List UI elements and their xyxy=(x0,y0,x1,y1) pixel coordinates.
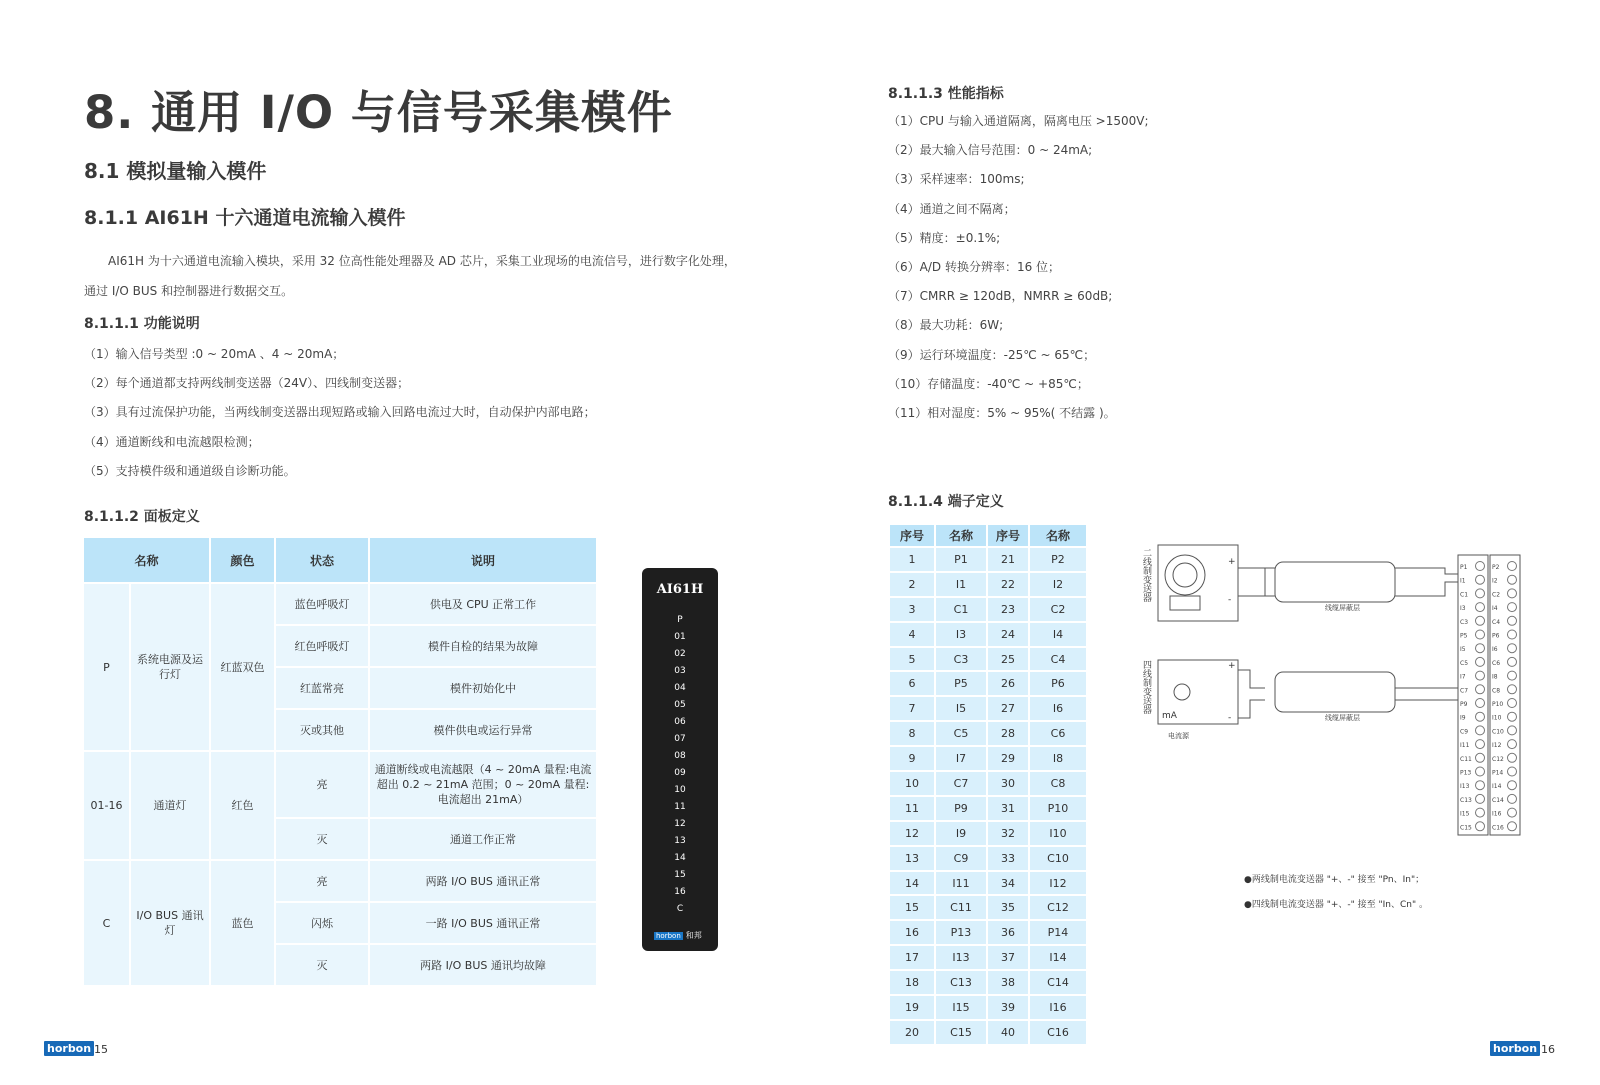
terminal-screw-icon xyxy=(1508,781,1517,790)
terminal-label: I9 xyxy=(1460,714,1466,722)
terminal-screw-icon xyxy=(1476,575,1485,584)
table-cell: 34 xyxy=(988,872,1028,895)
wiring-diagram xyxy=(1140,540,1530,860)
table-row xyxy=(890,648,1086,671)
led-label: 02 xyxy=(674,649,686,659)
table-header: 颜色 xyxy=(210,538,275,583)
table-cell: 亮 xyxy=(275,860,369,902)
table-row xyxy=(890,971,1086,994)
terminal-label: I8 xyxy=(1492,673,1498,681)
table-cell: I11 xyxy=(936,872,986,895)
terminal-label: P2 xyxy=(1492,564,1500,571)
terminal-label: I3 xyxy=(1460,605,1466,613)
table-cell: I5 xyxy=(936,697,986,720)
terminal-screw-icon xyxy=(1508,657,1517,666)
led-label: 03 xyxy=(674,666,686,676)
diagram-label: - xyxy=(1228,595,1232,605)
table-cell: 亮 xyxy=(275,751,369,818)
terminal-label: I1 xyxy=(1460,577,1466,585)
table-cell: 15 xyxy=(890,896,934,919)
terminal-screw-icon xyxy=(1508,726,1517,735)
table-cell: 22 xyxy=(988,573,1028,596)
led-label: 04 xyxy=(674,683,686,693)
terminal-label: C3 xyxy=(1460,618,1469,626)
table-row xyxy=(890,946,1086,969)
diagram-label: - xyxy=(1228,713,1232,723)
panel-heading: 8.1.1.2 面板定义 xyxy=(84,509,200,525)
table-cell: 蓝色 xyxy=(210,860,275,986)
table-cell: 26 xyxy=(988,672,1028,695)
table-cell: 红色 xyxy=(210,751,275,860)
table-cell: 25 xyxy=(988,648,1028,671)
terminal-label: C7 xyxy=(1460,687,1469,695)
table-cell: I15 xyxy=(936,996,986,1019)
table-cell: 39 xyxy=(988,996,1028,1019)
table-row xyxy=(890,921,1086,944)
table-cell: 27 xyxy=(988,697,1028,720)
terminal-label: C15 xyxy=(1460,824,1472,832)
terminal-label: I2 xyxy=(1492,577,1498,585)
table-cell: 系统电源及运行灯 xyxy=(130,583,210,751)
brand-logo: horbon xyxy=(656,932,681,940)
terminal-screw-icon xyxy=(1476,822,1485,831)
list-item: （4）通道之间不隔离； xyxy=(888,201,1016,216)
terminal-label: I7 xyxy=(1460,673,1466,681)
table-cell: C6 xyxy=(1030,722,1086,745)
table-row xyxy=(890,996,1086,1019)
table-cell: 31 xyxy=(988,797,1028,820)
table-cell: P10 xyxy=(1030,797,1086,820)
terminal-screw-icon xyxy=(1508,808,1517,817)
terminal-label: I6 xyxy=(1492,646,1498,654)
terminal-screw-icon xyxy=(1476,603,1485,612)
terminal-label: I4 xyxy=(1492,605,1498,613)
terminal-screw-icon xyxy=(1476,616,1485,625)
table-cell: C7 xyxy=(936,772,986,795)
list-item: （10）存储温度：-40℃ ~ +85℃； xyxy=(888,376,1089,391)
led-label: 13 xyxy=(674,836,686,846)
terminal-screw-icon xyxy=(1476,808,1485,817)
terminal-label: C12 xyxy=(1492,755,1504,763)
table-cell: 5 xyxy=(890,648,934,671)
footer-logo: horbon xyxy=(1490,1041,1540,1056)
table-header: 状态 xyxy=(275,538,369,583)
table-row xyxy=(890,697,1086,720)
diagram-label: 二线制变送器 xyxy=(1141,548,1151,602)
terminal-screw-icon xyxy=(1508,740,1517,749)
table-cell: 19 xyxy=(890,996,934,1019)
terminal-label: I16 xyxy=(1492,810,1502,818)
terminal-label: C14 xyxy=(1492,796,1504,804)
table-cell: C12 xyxy=(1030,896,1086,919)
table-cell: 通道灯 xyxy=(130,751,210,860)
table-cell: P9 xyxy=(936,797,986,820)
table-row xyxy=(890,672,1086,695)
table-cell: C xyxy=(84,860,130,986)
diagram-label: 四线制变送器 xyxy=(1141,660,1151,714)
terminal-label: P13 xyxy=(1460,769,1472,777)
terminal-label: I11 xyxy=(1460,742,1470,750)
perf-list xyxy=(888,107,1149,428)
table-cell: C4 xyxy=(1030,648,1086,671)
terminal-label: C8 xyxy=(1492,687,1501,695)
footer-logo: horbon xyxy=(44,1041,94,1056)
table-cell: 36 xyxy=(988,921,1028,944)
table-header: 名称 xyxy=(84,538,210,583)
terminal-screw-icon xyxy=(1508,794,1517,803)
table-cell: P xyxy=(84,583,130,751)
table-cell: 40 xyxy=(988,1021,1028,1044)
terminal-screw-icon xyxy=(1508,575,1517,584)
terminal-screw-icon xyxy=(1508,685,1517,694)
cable-shield-2 xyxy=(1275,672,1395,712)
list-item: （4）通道断线和电流越限检测； xyxy=(84,434,260,449)
terminal-screw-icon xyxy=(1476,671,1485,680)
intro-line-1: AI61H 为十六通道电流输入模块，采用 32 位高性能处理器及 AD 芯片，采集工业现场的电流信号，进行数字化处理， xyxy=(108,254,736,268)
terminal-screw-icon xyxy=(1508,753,1517,762)
table-cell: P2 xyxy=(1030,548,1086,571)
table-row xyxy=(890,797,1086,820)
current-source-icon xyxy=(1174,684,1190,700)
terminal-definition-table xyxy=(888,523,1088,1046)
terminal-label: P5 xyxy=(1460,632,1468,640)
list-item: （5）精度：±0.1%; xyxy=(888,230,1001,245)
terminal-screw-icon xyxy=(1508,767,1517,776)
table-cell: 1 xyxy=(890,548,934,571)
led-label: 05 xyxy=(674,700,686,710)
table-cell: 红蓝常亮 xyxy=(275,667,369,709)
table-cell: 33 xyxy=(988,847,1028,870)
table-cell: I10 xyxy=(1030,822,1086,845)
terminal-screw-icon xyxy=(1476,589,1485,598)
table-row xyxy=(890,623,1086,646)
terminal-screw-icon xyxy=(1508,644,1517,653)
table-cell: 01-16 xyxy=(84,751,130,860)
table-row xyxy=(890,1021,1086,1044)
table-cell: 13 xyxy=(890,847,934,870)
terminal-label: C6 xyxy=(1492,659,1501,667)
table-cell: I14 xyxy=(1030,946,1086,969)
table-cell: 3 xyxy=(890,598,934,621)
table-header: 名称 xyxy=(936,525,986,546)
list-item: （11）相对湿度：5% ~ 95%( 不结露 )。 xyxy=(888,405,1116,420)
list-item: （6）A/D 转换分辨率：16 位； xyxy=(888,259,1061,274)
cable-shield-1 xyxy=(1275,562,1395,602)
table-cell: 模件自检的结果为故障 xyxy=(369,625,597,667)
table-cell: 红蓝双色 xyxy=(210,583,275,751)
table-cell: 20 xyxy=(890,1021,934,1044)
terminal-label: I10 xyxy=(1492,714,1502,722)
table-cell: C1 xyxy=(936,598,986,621)
table-cell: 供电及 CPU 正常工作 xyxy=(369,583,597,625)
terminal-label: C11 xyxy=(1460,755,1472,763)
terminal-screw-icon xyxy=(1508,562,1517,571)
table-cell: C5 xyxy=(936,722,986,745)
table-cell: 23 xyxy=(988,598,1028,621)
list-item: （1）输入信号类型 :0 ~ 20mA 、4 ~ 20mA； xyxy=(84,347,345,361)
terminal-screw-icon xyxy=(1476,794,1485,803)
table-cell: 通道断线或电流越限（4 ~ 20mA 量程:电流超出 0.2 ~ 21mA 范围；0 ~ 20mA 量程:电流超出 21mA） xyxy=(369,751,597,818)
terminal-label: C9 xyxy=(1460,728,1469,736)
table-cell: 10 xyxy=(890,772,934,795)
diagram-label: + xyxy=(1228,661,1236,671)
transmitter-sensor-icon xyxy=(1165,555,1205,595)
intro-line-2: 通过 I/O BUS 和控制器进行数据交互。 xyxy=(84,284,294,298)
table-cell: I9 xyxy=(936,822,986,845)
page-number: 16 xyxy=(1541,1043,1555,1056)
terminal-label: P1 xyxy=(1460,564,1468,571)
table-row xyxy=(890,722,1086,745)
list-item: （8）最大功耗：6W; xyxy=(888,318,1004,333)
table-cell: C2 xyxy=(1030,598,1086,621)
table-cell: I4 xyxy=(1030,623,1086,646)
table-cell: P13 xyxy=(936,921,986,944)
terminal-screw-icon xyxy=(1476,562,1485,571)
table-cell: I3 xyxy=(936,623,986,646)
led-label: 09 xyxy=(674,768,686,778)
led-label: 15 xyxy=(674,870,686,880)
table-cell: 红色呼吸灯 xyxy=(275,625,369,667)
terminal-screw-icon xyxy=(1508,712,1517,721)
table-cell: 35 xyxy=(988,896,1028,919)
perf-heading: 8.1.1.3 性能指标 xyxy=(888,86,1004,102)
table-cell: 两路 I/O BUS 通讯正常 xyxy=(369,860,597,902)
terminal-label: P9 xyxy=(1460,701,1468,708)
table-cell: P1 xyxy=(936,548,986,571)
diagram-label: 线缆屏蔽层 xyxy=(1325,604,1360,612)
table-cell: 12 xyxy=(890,822,934,845)
table-cell: 灭或其他 xyxy=(275,709,369,751)
table-cell: C13 xyxy=(936,971,986,994)
wiring-note: ●四线制电流变送器 "+、-" 接至 "In、Cn" 。 xyxy=(1244,900,1428,910)
table-cell: I/O BUS 通讯灯 xyxy=(130,860,210,986)
func-list xyxy=(84,340,596,486)
led-label: P xyxy=(677,615,683,625)
table-cell: 通道工作正常 xyxy=(369,818,597,860)
table-cell: 一路 I/O BUS 通讯正常 xyxy=(369,902,597,944)
table-cell: 28 xyxy=(988,722,1028,745)
table-cell: 38 xyxy=(988,971,1028,994)
terminal-screw-icon xyxy=(1508,671,1517,680)
table-cell: 8 xyxy=(890,722,934,745)
table-row xyxy=(890,847,1086,870)
table-cell: 7 xyxy=(890,697,934,720)
terminal-screw-icon xyxy=(1508,589,1517,598)
table-cell: 24 xyxy=(988,623,1028,646)
two-wire-lead xyxy=(1238,568,1265,596)
table-cell: P6 xyxy=(1030,672,1086,695)
list-item: （5）支持模件级和通道级自诊断功能。 xyxy=(84,463,296,478)
terminal-label: C1 xyxy=(1460,591,1469,599)
table-row xyxy=(890,548,1086,571)
terminal-screw-icon xyxy=(1476,767,1485,776)
table-header: 名称 xyxy=(1030,525,1086,546)
table-cell: 21 xyxy=(988,548,1028,571)
diagram-label: mA xyxy=(1162,711,1177,721)
list-item: （2）最大输入信号范围：0 ~ 24mA; xyxy=(888,143,1093,158)
terminal-screw-icon xyxy=(1508,603,1517,612)
subsection-heading: 8.1.1 AI61H 十六通道电流输入模件 xyxy=(84,207,406,229)
table-cell: 14 xyxy=(890,872,934,895)
table-cell: 两路 I/O BUS 通讯均故障 xyxy=(369,944,597,986)
list-item: （1）CPU 与输入通道隔离，隔离电压 >1500V; xyxy=(888,114,1149,128)
terminal-label: P14 xyxy=(1492,769,1504,777)
table-cell: 模件初始化中 xyxy=(369,667,597,709)
table-cell: 32 xyxy=(988,822,1028,845)
diagram-label: 线缆屏蔽层 xyxy=(1325,714,1360,722)
brand-cn: 和邦 xyxy=(685,931,702,940)
module-front-panel xyxy=(642,568,718,951)
table-cell: 2 xyxy=(890,573,934,596)
terminal-label: I13 xyxy=(1460,783,1470,791)
table-row xyxy=(890,772,1086,795)
terminal-label: P6 xyxy=(1492,632,1500,640)
terminal-label: C16 xyxy=(1492,824,1504,832)
led-label: 07 xyxy=(674,734,686,744)
terminal-label: I15 xyxy=(1460,810,1470,818)
terminal-screw-icon xyxy=(1476,657,1485,666)
table-cell: C15 xyxy=(936,1021,986,1044)
table-header: 说明 xyxy=(369,538,597,583)
table-row xyxy=(890,573,1086,596)
terminal-screw-icon xyxy=(1476,699,1485,708)
led-label: 16 xyxy=(674,887,686,897)
led-label: C xyxy=(676,904,684,914)
led-label: 11 xyxy=(674,802,686,812)
table-cell: C14 xyxy=(1030,971,1086,994)
list-item: （7）CMRR ≥ 120dB，NMRR ≥ 60dB; xyxy=(888,289,1113,304)
table-cell: I1 xyxy=(936,573,986,596)
terminal-screw-icon xyxy=(1508,822,1517,831)
list-item: （3）具有过流保护功能，当两线制变送器出现短路或输入回路电流过大时，自动保护内部电路； xyxy=(84,405,596,420)
terminal-heading: 8.1.1.4 端子定义 xyxy=(888,494,1004,510)
terminal-screw-icon xyxy=(1508,630,1517,639)
table-cell: 闪烁 xyxy=(275,902,369,944)
list-item: （2）每个通道都支持两线制变送器（24V）、四线制变送器； xyxy=(84,376,410,391)
page-title: 8. 通用 I/O 与信号采集模件 xyxy=(84,86,673,139)
table-cell: 29 xyxy=(988,747,1028,770)
led-label: 14 xyxy=(674,853,686,863)
table-row xyxy=(890,598,1086,621)
table-cell: P14 xyxy=(1030,921,1086,944)
table-header: 序号 xyxy=(988,525,1028,546)
table-cell: C11 xyxy=(936,896,986,919)
terminal-label: P10 xyxy=(1492,701,1504,708)
led-label: 01 xyxy=(674,632,686,642)
page-number: 15 xyxy=(94,1043,108,1056)
terminal-label: C2 xyxy=(1492,591,1501,599)
terminal-screw-icon xyxy=(1476,685,1485,694)
led-label: 10 xyxy=(674,785,686,795)
table-cell: 30 xyxy=(988,772,1028,795)
led-label: 12 xyxy=(674,819,686,829)
terminal-label: I14 xyxy=(1492,783,1502,791)
table-cell: 18 xyxy=(890,971,934,994)
terminal-screw-icon xyxy=(1476,726,1485,735)
diagram-label: + xyxy=(1228,557,1236,567)
table-cell: C16 xyxy=(1030,1021,1086,1044)
panel-definition-table xyxy=(84,538,598,987)
table-cell: C9 xyxy=(936,847,986,870)
terminal-label: I12 xyxy=(1492,742,1502,750)
terminal-screw-icon xyxy=(1476,781,1485,790)
terminal-label: C13 xyxy=(1460,796,1472,804)
table-cell: 9 xyxy=(890,747,934,770)
terminal-screw-icon xyxy=(1476,740,1485,749)
table-cell: C3 xyxy=(936,648,986,671)
table-cell: 灭 xyxy=(275,818,369,860)
table-cell: 11 xyxy=(890,797,934,820)
diagram-label: 电流源 xyxy=(1168,732,1189,740)
table-cell: 模件供电或运行异常 xyxy=(369,709,597,751)
table-cell: 6 xyxy=(890,672,934,695)
module-name: AI61H xyxy=(656,582,704,597)
terminal-screw-icon xyxy=(1508,699,1517,708)
table-cell: 17 xyxy=(890,946,934,969)
module-brand xyxy=(654,930,702,941)
led-label: 06 xyxy=(674,717,686,727)
table-cell: 4 xyxy=(890,623,934,646)
led-label: 08 xyxy=(674,751,686,761)
table-cell: I8 xyxy=(1030,747,1086,770)
table-cell: I16 xyxy=(1030,996,1086,1019)
table-cell: I12 xyxy=(1030,872,1086,895)
terminal-label: C5 xyxy=(1460,659,1469,667)
table-cell: 灭 xyxy=(275,944,369,986)
table-row xyxy=(890,822,1086,845)
table-cell: I6 xyxy=(1030,697,1086,720)
terminal-screw-icon xyxy=(1508,616,1517,625)
terminal-screw-icon xyxy=(1476,712,1485,721)
terminal-label: C4 xyxy=(1492,618,1501,626)
table-cell: C10 xyxy=(1030,847,1086,870)
terminal-label: C10 xyxy=(1492,728,1504,736)
table-cell: P5 xyxy=(936,672,986,695)
terminal-screw-icon xyxy=(1476,630,1485,639)
terminal-screw-icon xyxy=(1476,753,1485,762)
section-heading: 8.1 模拟量输入模件 xyxy=(84,159,267,183)
list-item: （3）采样速率：100ms; xyxy=(888,172,1025,187)
list-item: （9）运行环境温度：-25℃ ~ 65℃； xyxy=(888,347,1096,362)
table-row xyxy=(890,747,1086,770)
table-cell: C8 xyxy=(1030,772,1086,795)
table-cell: I7 xyxy=(936,747,986,770)
table-cell: 16 xyxy=(890,921,934,944)
table-cell: 蓝色呼吸灯 xyxy=(275,583,369,625)
func-heading: 8.1.1.1 功能说明 xyxy=(84,316,200,332)
table-row xyxy=(890,896,1086,919)
terminal-label: I5 xyxy=(1460,646,1466,654)
wiring-note: ●两线制电流变送器 "+、-" 接至 "Pn、In"； xyxy=(1244,875,1425,885)
table-cell: I2 xyxy=(1030,573,1086,596)
table-header: 序号 xyxy=(890,525,934,546)
terminal-screw-icon xyxy=(1476,644,1485,653)
table-row xyxy=(890,872,1086,895)
table-cell: I13 xyxy=(936,946,986,969)
table-cell: 37 xyxy=(988,946,1028,969)
